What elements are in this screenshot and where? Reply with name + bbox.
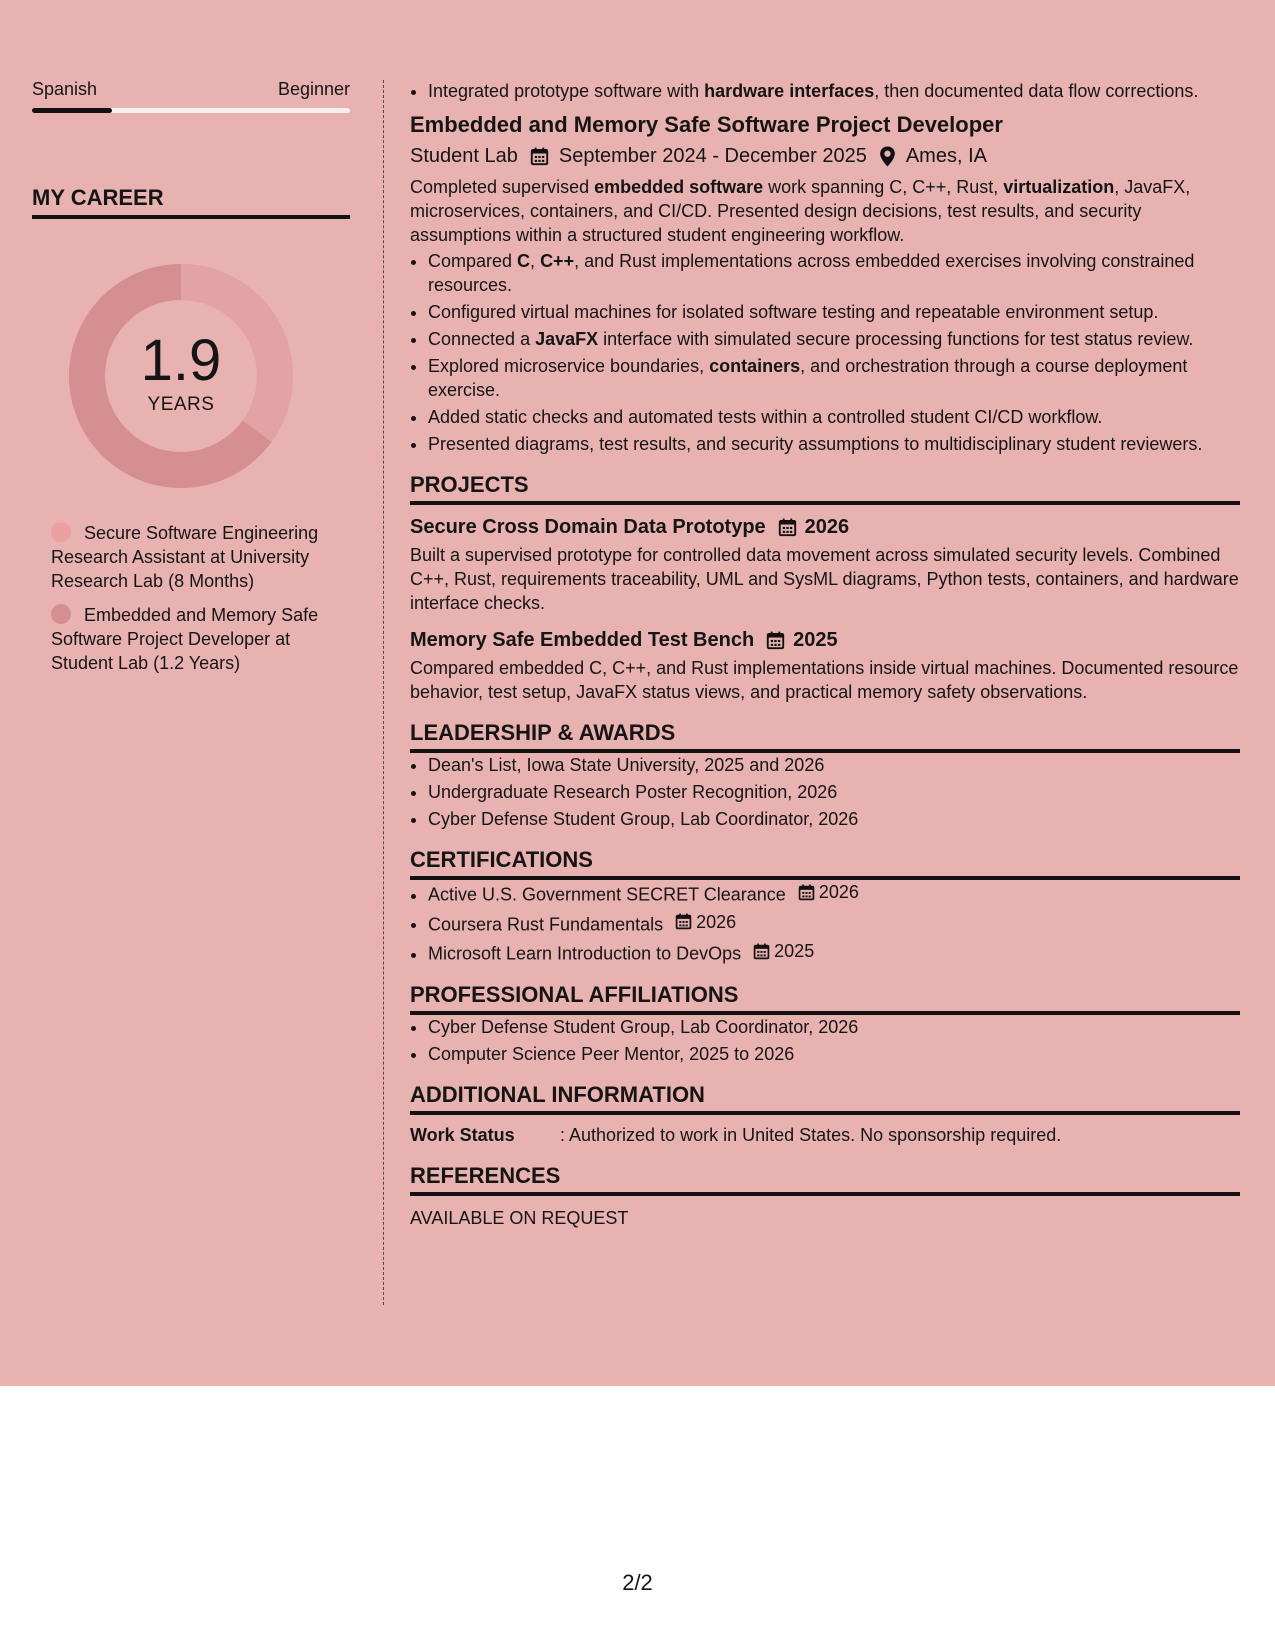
calendar-icon xyxy=(778,518,797,537)
main-content xyxy=(410,79,1240,1230)
job-company: Student Lab xyxy=(410,145,518,167)
language-level: Beginner xyxy=(277,79,350,99)
calendar-icon xyxy=(798,884,815,901)
career-heading: MY CAREER xyxy=(32,185,350,219)
project-year: 2025 xyxy=(793,629,838,651)
list-item: • Active U.S. Government SECRET Clearance 2026 xyxy=(428,880,1240,907)
list-item: • Coursera Rust Fundamentals 2026 xyxy=(428,910,1240,937)
work-status-row xyxy=(410,1123,1240,1147)
career-legend xyxy=(32,521,350,675)
affiliations-heading: PROFESSIONAL AFFILIATIONS xyxy=(410,982,1240,1015)
language-name: Spanish xyxy=(32,79,98,99)
job-bullets xyxy=(410,249,1240,456)
career-legend-item xyxy=(51,603,341,675)
leadership-heading: LEADERSHIP & AWARDS xyxy=(410,720,1240,753)
sidebar xyxy=(32,78,350,685)
job-location: Ames, IA xyxy=(905,145,987,167)
certifications-heading: CERTIFICATIONS xyxy=(410,847,1240,880)
career-donut-chart xyxy=(66,261,296,491)
list-item: • Configured virtual machines for isolated software testing and repeatable environment setup. xyxy=(428,300,1240,324)
career-total-value: 1.9 xyxy=(140,328,222,393)
certifications-list xyxy=(410,880,1240,966)
career-legend-label: Secure Software Engineering Research Assistant at University Research Lab (8 Months) xyxy=(51,523,319,591)
job-summary: Completed supervised embedded software work spanning C, C++, Rust, virtualization, JavaFX, microservices, containers, and CI/CD. Presented design decisions, test results, and security assumptions within a structured student engineering workflow. xyxy=(410,177,1191,245)
job-dates: September 2024 - December 2025 xyxy=(558,145,867,167)
legend-dot-icon xyxy=(51,522,71,542)
language-row xyxy=(32,78,350,100)
additional-info-heading: ADDITIONAL INFORMATION xyxy=(410,1082,1240,1115)
project-title: Secure Cross Domain Data Prototype 2026 xyxy=(410,516,850,538)
calendar-icon xyxy=(530,147,549,166)
work-status-value: : Authorized to work in United States. No sponsorship required. xyxy=(560,1124,1062,1145)
references-heading: REFERENCES xyxy=(410,1163,1240,1196)
leadership-list xyxy=(410,753,1240,831)
list-item: • Presented diagrams, test results, and security assumptions to multidisciplinary student reviewers. xyxy=(428,432,1240,456)
career-legend-item xyxy=(51,521,341,593)
list-item: • Compared C, C++, and Rust implementations across embedded exercises involving constrained resources. xyxy=(428,249,1240,297)
project-description: Built a supervised prototype for controlled data movement across simulated security levels. Combined C++, Rust, requirements traceability, UML and SysML diagrams, Python tests, containers, and hardware interface checks. xyxy=(410,545,1239,613)
calendar-icon xyxy=(753,943,770,960)
references-text: AVAILABLE ON REQUEST xyxy=(410,1207,629,1228)
page-number: 2/2 xyxy=(622,1570,653,1595)
list-item: • Dean's List, Iowa State University, 2025 and 2026 xyxy=(428,753,1240,777)
job-title: Embedded and Memory Safe Software Project Developer xyxy=(410,112,1003,137)
list-item: • Microsoft Learn Introduction to DevOps 2025 xyxy=(428,939,1240,966)
location-pin-icon xyxy=(879,146,896,167)
cert-year: 2026 xyxy=(818,882,859,902)
projects-heading: PROJECTS xyxy=(410,472,1240,505)
previous-job-bullets xyxy=(410,79,1240,103)
legend-dot-icon xyxy=(51,604,71,624)
list-item: • Computer Science Peer Mentor, 2025 to 2026 xyxy=(428,1042,1240,1066)
language-proficiency-fill xyxy=(32,108,112,113)
project-description: Compared embedded C, C++, and Rust implementations inside virtual machines. Documented resource behavior, test setup, JavaFX status views, and practical memory safety observations. xyxy=(410,658,1239,702)
cert-year: 2025 xyxy=(774,941,815,961)
cert-year: 2026 xyxy=(696,911,737,932)
list-item: • Explored microservice boundaries, containers, and orchestration through a course deployment exercise. xyxy=(428,354,1240,402)
work-status-label: Work Status xyxy=(410,1124,515,1145)
list-item: • Cyber Defense Student Group, Lab Coordinator, 2026 xyxy=(428,1015,1240,1039)
language-proficiency-bar xyxy=(32,108,350,113)
list-item: • Integrated prototype software with hardware interfaces, then documented data flow corrections. xyxy=(428,79,1240,103)
project-year: 2026 xyxy=(804,516,850,538)
project-title: Memory Safe Embedded Test Bench 2025 xyxy=(410,629,838,651)
donut-center xyxy=(66,261,296,491)
column-divider xyxy=(383,80,384,1305)
list-item: • Added static checks and automated tests within a controlled student CI/CD workflow. xyxy=(428,405,1240,429)
list-item: • Undergraduate Research Poster Recognition, 2026 xyxy=(428,780,1240,804)
career-legend-label: Embedded and Memory Safe Software Project Developer at Student Lab (1.2 Years) xyxy=(51,605,319,673)
list-item: • Cyber Defense Student Group, Lab Coordinator, 2026 xyxy=(428,807,1240,831)
list-item: • Connected a JavaFX interface with simulated secure processing functions for test status review. xyxy=(428,327,1240,351)
calendar-icon xyxy=(766,631,785,650)
affiliations-list xyxy=(410,1015,1240,1066)
career-total-unit: YEARS xyxy=(147,394,215,415)
calendar-icon xyxy=(675,913,692,930)
job-meta xyxy=(410,143,1240,169)
